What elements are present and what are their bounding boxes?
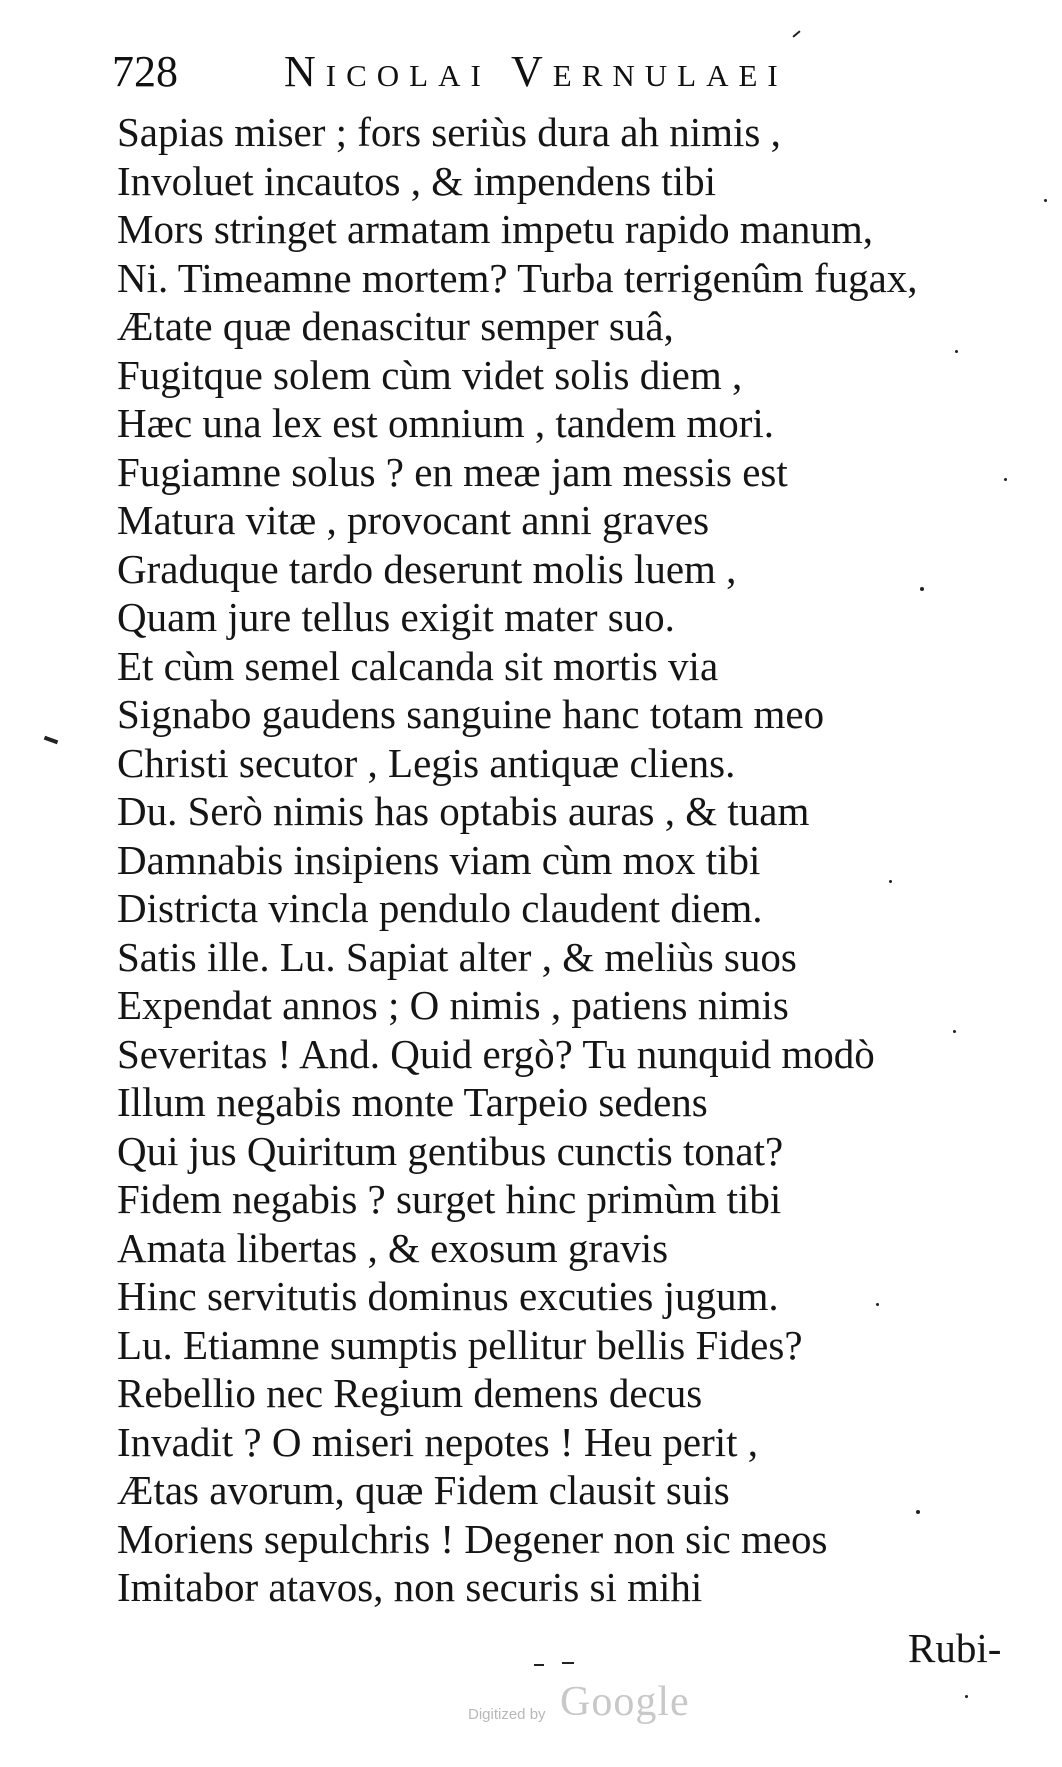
watermark-prefix: Digitized by [468,1706,546,1723]
verse-line: Damnabis insipiens viam cùm mox tibi [117,836,761,883]
scan-speck [889,880,892,883]
verse-line: Severitas ! And. Quid ergò? Tu nunquid modò [117,1030,875,1077]
verse-line: Rebellio nec Regium demens decus [117,1370,703,1416]
scan-speck [792,30,800,37]
scan-speck [920,587,924,591]
scan-speck [876,1303,879,1306]
scan-speck [562,1662,574,1664]
scan-speck [534,1664,544,1666]
verse-line: Involuet incautos , & impendens tibi [117,157,716,204]
verse-line: Illum negabis monte Tarpeio sedens [117,1079,708,1125]
scan-speck [953,1030,956,1033]
verse-line: Ætas avorum, quæ Fidem clausit suis [117,1467,730,1513]
scan-speck [44,736,59,745]
verse-line: Christi secutor , Legis antiquæ cliens. [117,739,736,786]
verse-line: Amata libertas , & exosum gravis [117,1224,669,1271]
verse-line: Fugitque solem cùm videt solis diem , [117,351,743,398]
verse-line: Sapias miser ; fors seriùs dura ah nimis , [117,109,781,155]
page-header [112,42,892,102]
page-number: 728 [112,47,178,96]
verse-line: Et cùm semel calcanda sit mortis via [117,642,719,689]
verse-line: Expendat annos ; O nimis , patiens nimis [117,982,789,1028]
verse-line: Ætate quæ denascitur semper suâ, [117,303,674,349]
verse-line: Fidem negabis ? surget hinc primùm tibi [117,1176,782,1222]
verse-line: Lu. Etiamne sumptis pellitur bellis Fides? [117,1321,803,1368]
verse-line: Districta vincla pendulo claudent diem. [117,885,763,931]
verse-line: Satis ille. Lu. Sapiat alter , & meliùs suos [117,933,797,980]
verse-line: Moriens sepulchris ! Degener non sic meos [117,1515,828,1562]
scan-speck [916,1510,920,1514]
verse-line: Qui jus Quiritum gentibus cunctis tonat? [117,1127,784,1174]
verse-line: Mors stringet armatam impetu rapido manum, [117,206,874,252]
digitized-watermark [468,1678,708,1738]
verse-line: Hinc servitutis dominus excuties jugum. [117,1273,779,1319]
scan-speck [965,1695,968,1698]
running-head: Nicolai Vernulaei [284,47,788,96]
verse-line: Hæc una lex est omnium , tandem mori. [117,400,775,446]
verse-line: Fugiamne solus ? en meæ jam messis est [117,448,788,495]
scan-speck [955,350,958,353]
verse-line: Signabo gaudens sanguine hanc totam meo [117,691,825,737]
verse-line: Quam jure tellus exigit mater suo. [117,594,675,640]
verse-line: Graduque tardo deserunt molis luem , [117,545,737,592]
verse-line: Imitabor atavos, non securis si mihi [117,1564,703,1610]
verse-line: Du. Serò nimis has optabis auras , & tuam [117,788,810,834]
verse-text-block [117,108,1017,1612]
scan-speck [1004,478,1007,481]
watermark-brand: Google [560,1679,690,1725]
verse-line: Ni. Timeamne mortem? Turba terrigenûm fugax, [117,254,918,301]
verse-line: Matura vitæ , provocant anni graves [117,497,710,543]
scan-speck [1044,199,1047,202]
verse-line: Invadit ? O miseri nepotes ! Heu perit , [117,1418,759,1465]
catchword: Rubi- [908,1625,1002,1671]
